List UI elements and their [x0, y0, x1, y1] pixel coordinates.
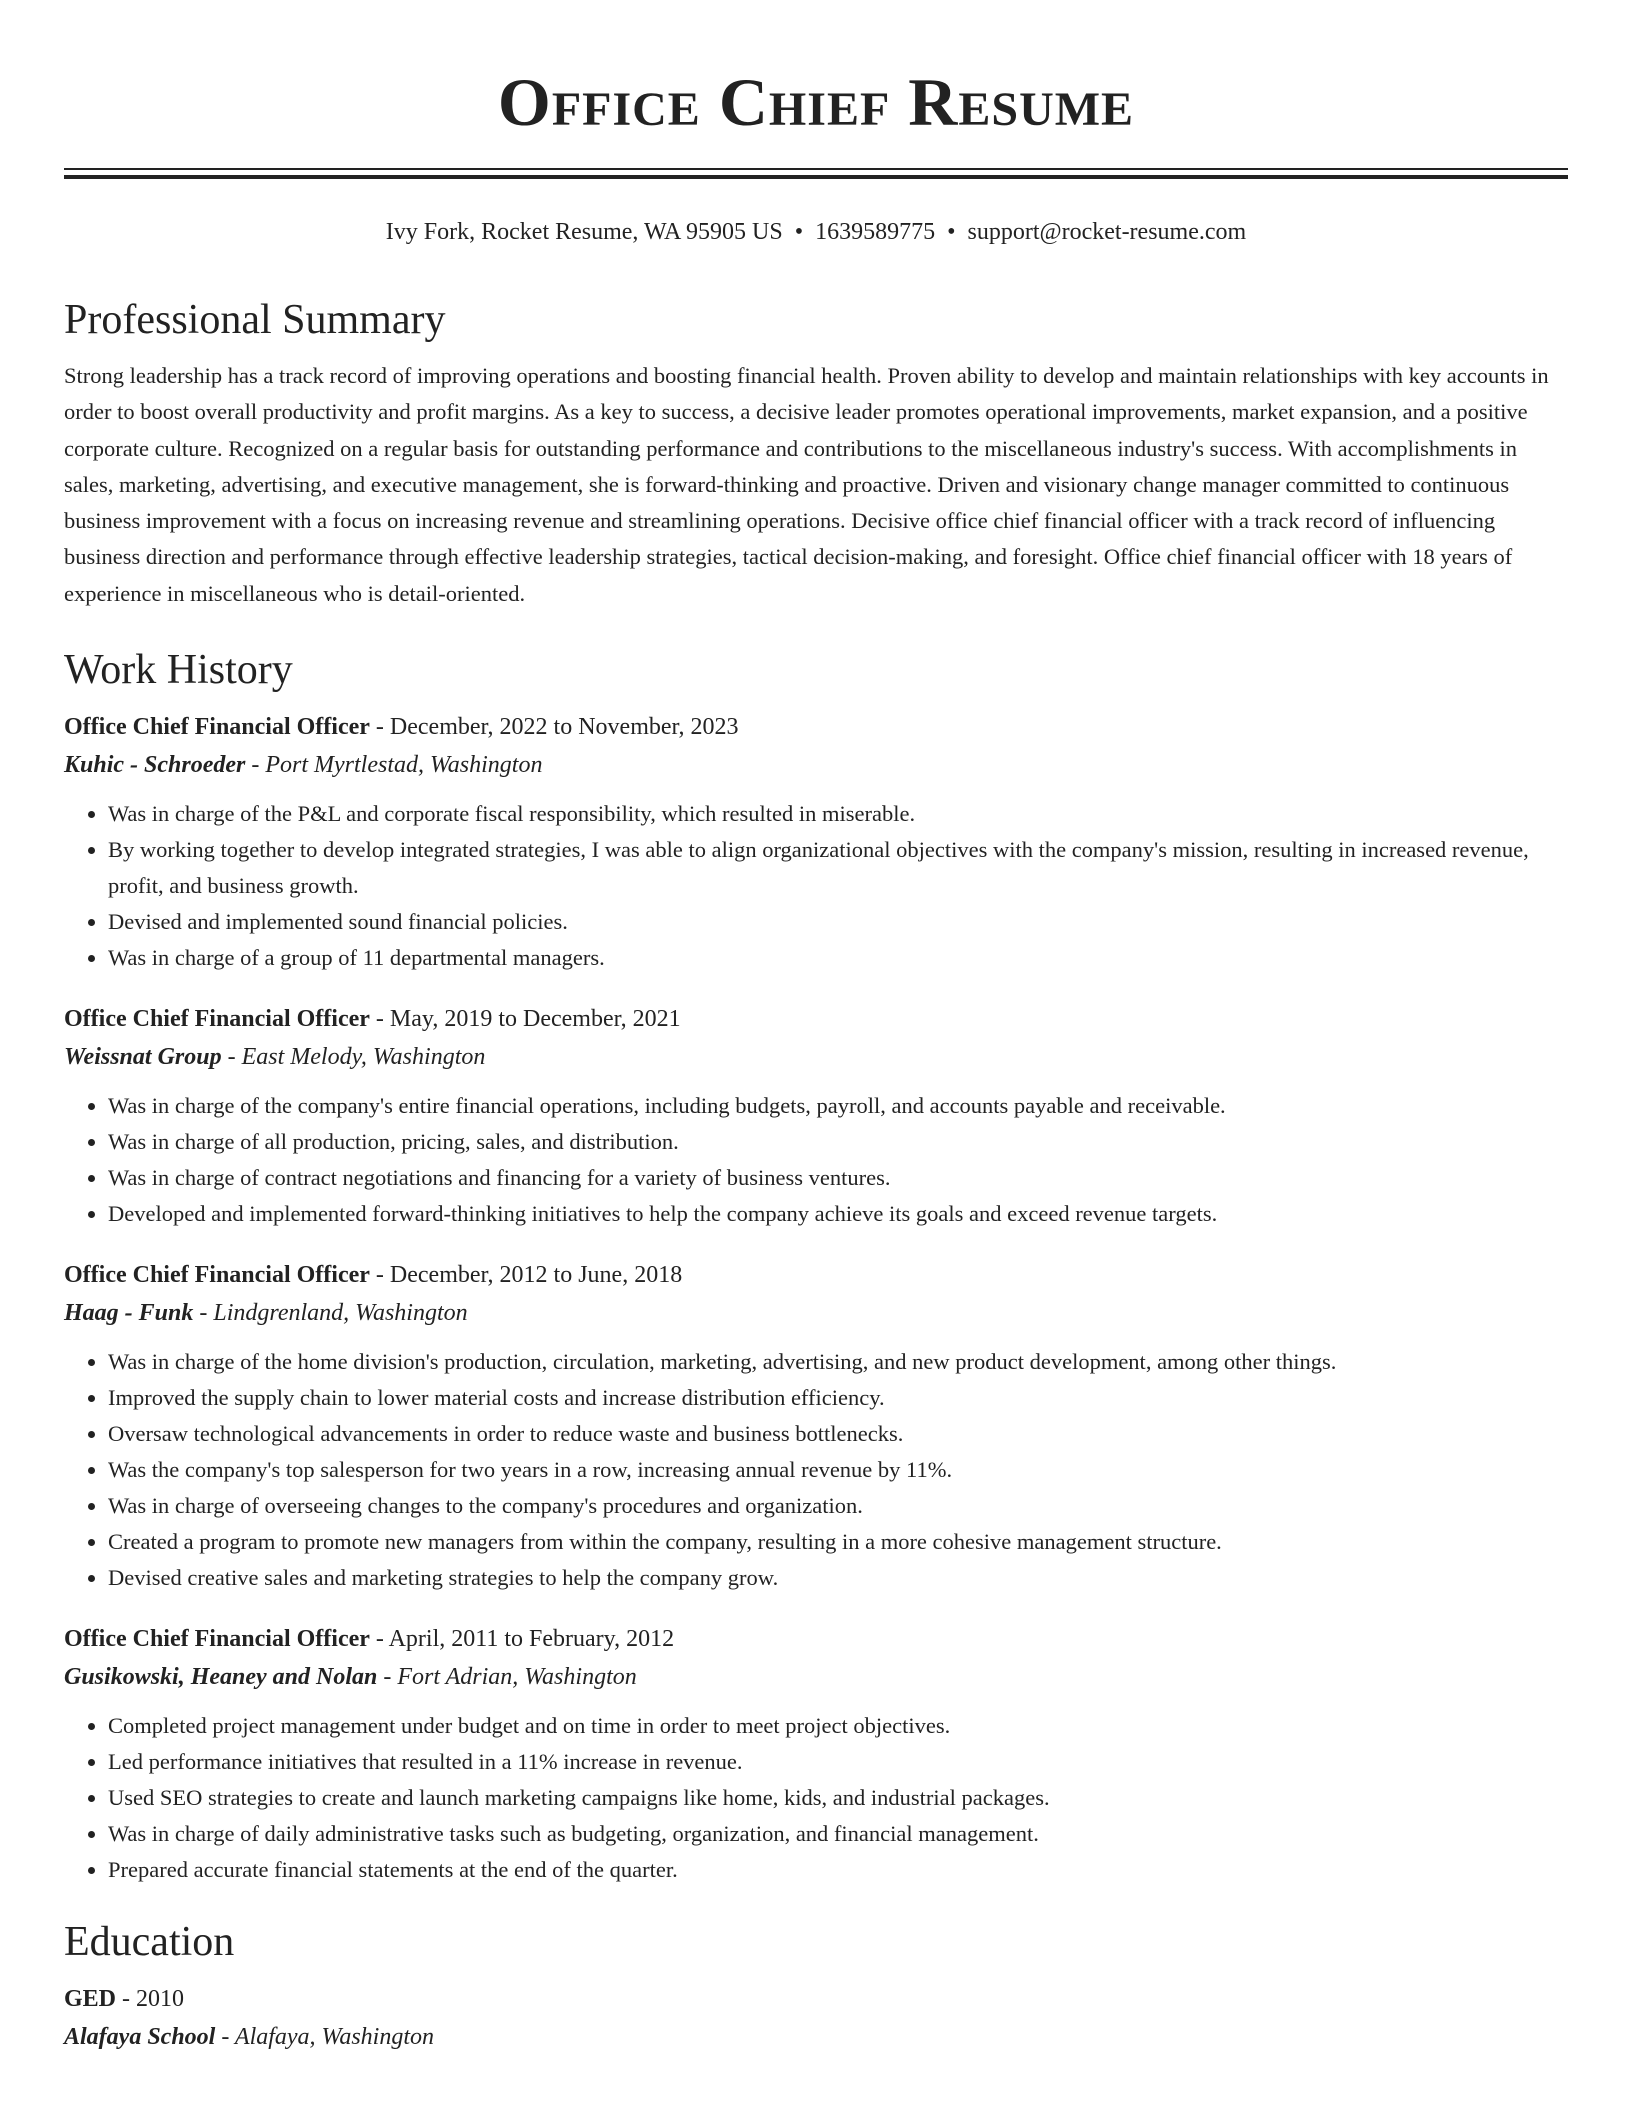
contact-address: Ivy Fork, Rocket Resume, WA 95905 US	[385, 219, 783, 245]
job-header	[64, 708, 1568, 746]
company-location: - Lindgrenland, Washington	[193, 1300, 468, 1327]
job-title: Office Chief Financial Officer	[64, 714, 370, 741]
duty-item: • Was in charge of the home division's production, circulation, marketing, advertising, and new product development, among other things.	[108, 1344, 1568, 1380]
contact-line	[64, 214, 1568, 250]
job-title: Office Chief Financial Officer	[64, 1262, 370, 1289]
company-location: - Port Myrtlestad, Washington	[245, 752, 543, 779]
education-section	[64, 1912, 1568, 2056]
title-rule-thin	[64, 168, 1568, 170]
duty-item: • Oversaw technological advancements in order to reduce waste and business bottlenecks.	[108, 1416, 1568, 1452]
company-name: Gusikowski, Heaney and Nolan	[64, 1664, 378, 1691]
job-entry	[64, 708, 1568, 976]
duty-item: • Was in charge of daily administrative tasks such as budgeting, organization, and financial management.	[108, 1816, 1568, 1852]
education-degree: GED	[64, 1986, 117, 2013]
job-header	[64, 1000, 1568, 1038]
job-dates: - May, 2019 to December, 2021	[369, 1006, 681, 1033]
summary-section	[64, 290, 1568, 612]
duty-item: • Used SEO strategies to create and launch marketing campaigns like home, kids, and industrial packages.	[108, 1780, 1568, 1816]
job-entry	[64, 1620, 1568, 1888]
company-header	[64, 1294, 1568, 1332]
duty-item: • Was in charge of the P&L and corporate fiscal responsibility, which resulted in miserable.	[108, 796, 1568, 832]
company-name: Kuhic - Schroeder	[64, 752, 246, 779]
duty-item: • Was in charge of a group of 11 departmental managers.	[108, 940, 1568, 976]
education-school: Alafaya School	[64, 2024, 216, 2051]
resume-content	[64, 290, 1568, 2056]
duty-item: • Completed project management under budget and on time in order to meet project objectives.	[108, 1708, 1568, 1744]
company-name: Haag - Funk	[64, 1300, 194, 1327]
duty-list	[64, 1088, 1568, 1232]
education-location: - Alafaya, Washington	[215, 2024, 435, 2051]
duty-item: • By working together to develop integrated strategies, I was able to align organizational objectives with the company's mission, resulting in increased revenue, profit, and business growth.	[108, 832, 1568, 904]
work-history-heading: Work History	[64, 647, 293, 694]
education-heading: Education	[64, 1919, 235, 1966]
contact-phone: 1639589775	[815, 219, 936, 245]
duty-item: • Devised creative sales and marketing strategies to help the company grow.	[108, 1560, 1568, 1596]
duty-item: • Created a program to promote new managers from within the company, resulting in a more cohesive management structure.	[108, 1524, 1568, 1560]
duty-list	[64, 1344, 1568, 1596]
company-header	[64, 1658, 1568, 1696]
company-location: - Fort Adrian, Washington	[377, 1664, 637, 1691]
duty-item: • Developed and implemented forward-thinking initiatives to help the company achieve its goals and exceed revenue targets.	[108, 1196, 1568, 1232]
job-dates: - December, 2012 to June, 2018	[369, 1262, 683, 1289]
duty-item: • Was the company's top salesperson for two years in a row, increasing annual revenue by 11%.	[108, 1452, 1568, 1488]
duty-item: • Was in charge of all production, pricing, sales, and distribution.	[108, 1124, 1568, 1160]
summary-heading: Professional Summary	[64, 297, 446, 343]
duty-item: • Was in charge of the company's entire financial operations, including budgets, payroll, and accounts payable and receivable.	[108, 1088, 1568, 1124]
job-header	[64, 1620, 1568, 1658]
resume-title: Office Chief Resume	[497, 64, 1135, 140]
duty-item: • Led performance initiatives that resulted in a 11% increase in revenue.	[108, 1744, 1568, 1780]
duty-list	[64, 796, 1568, 976]
company-name: Weissnat Group	[64, 1044, 222, 1071]
duty-list	[64, 1708, 1568, 1888]
duty-item: • Prepared accurate financial statements at the end of the quarter.	[108, 1852, 1568, 1888]
title-rule-thick	[64, 175, 1568, 179]
company-location: - East Melody, Washington	[221, 1044, 486, 1071]
company-header	[64, 1038, 1568, 1076]
duty-item: • Improved the supply chain to lower material costs and increase distribution efficiency.	[108, 1380, 1568, 1416]
job-dates: - December, 2022 to November, 2023	[369, 714, 739, 741]
job-dates: - April, 2011 to February, 2012	[369, 1626, 675, 1653]
summary-text: Strong leadership has a track record of improving operations and boosting financial health. Proven ability to develop and maintain relationships with key accounts in order to boost overall productivity and profit margins. As a key to success, a decisive leader promotes operational improvements, market expansion, and a positive corporate culture. Recognized on a regular basis for outstanding performance and contributions to the miscellaneous industry's success. With accomplishments in sales, marketing, advertising, and executive management, she is forward-thinking and proactive. Driven and visionary change manager committed to continuous business improvement with a focus on increasing revenue and streamlining operations. Decisive office chief financial officer with a track record of influencing business direction and performance through effective leadership strategies, tactical decision-making, and foresight. Office chief financial officer with 18 years of experience in miscellaneous who is detail-oriented.	[64, 363, 1549, 606]
duty-item: • Devised and implemented sound financial policies.	[108, 904, 1568, 940]
work-history-section	[64, 640, 1568, 1888]
job-header	[64, 1256, 1568, 1294]
education-year: - 2010	[116, 1986, 185, 2013]
education-school-line	[64, 2018, 1568, 2056]
duty-item: • Was in charge of contract negotiations and financing for a variety of business ventures.	[108, 1160, 1568, 1196]
job-title: Office Chief Financial Officer	[64, 1626, 370, 1653]
duty-item: • Was in charge of overseeing changes to the company's procedures and organization.	[108, 1488, 1568, 1524]
contact-email: support@rocket-resume.com	[967, 219, 1247, 245]
resume-page	[64, 0, 1568, 2112]
job-title: Office Chief Financial Officer	[64, 1006, 370, 1033]
contact-separator: •	[947, 219, 956, 245]
job-entry	[64, 1256, 1568, 1596]
contact-separator: •	[794, 219, 804, 245]
education-degree-line	[64, 1980, 1568, 2018]
job-entry	[64, 1000, 1568, 1232]
company-header	[64, 746, 1568, 784]
